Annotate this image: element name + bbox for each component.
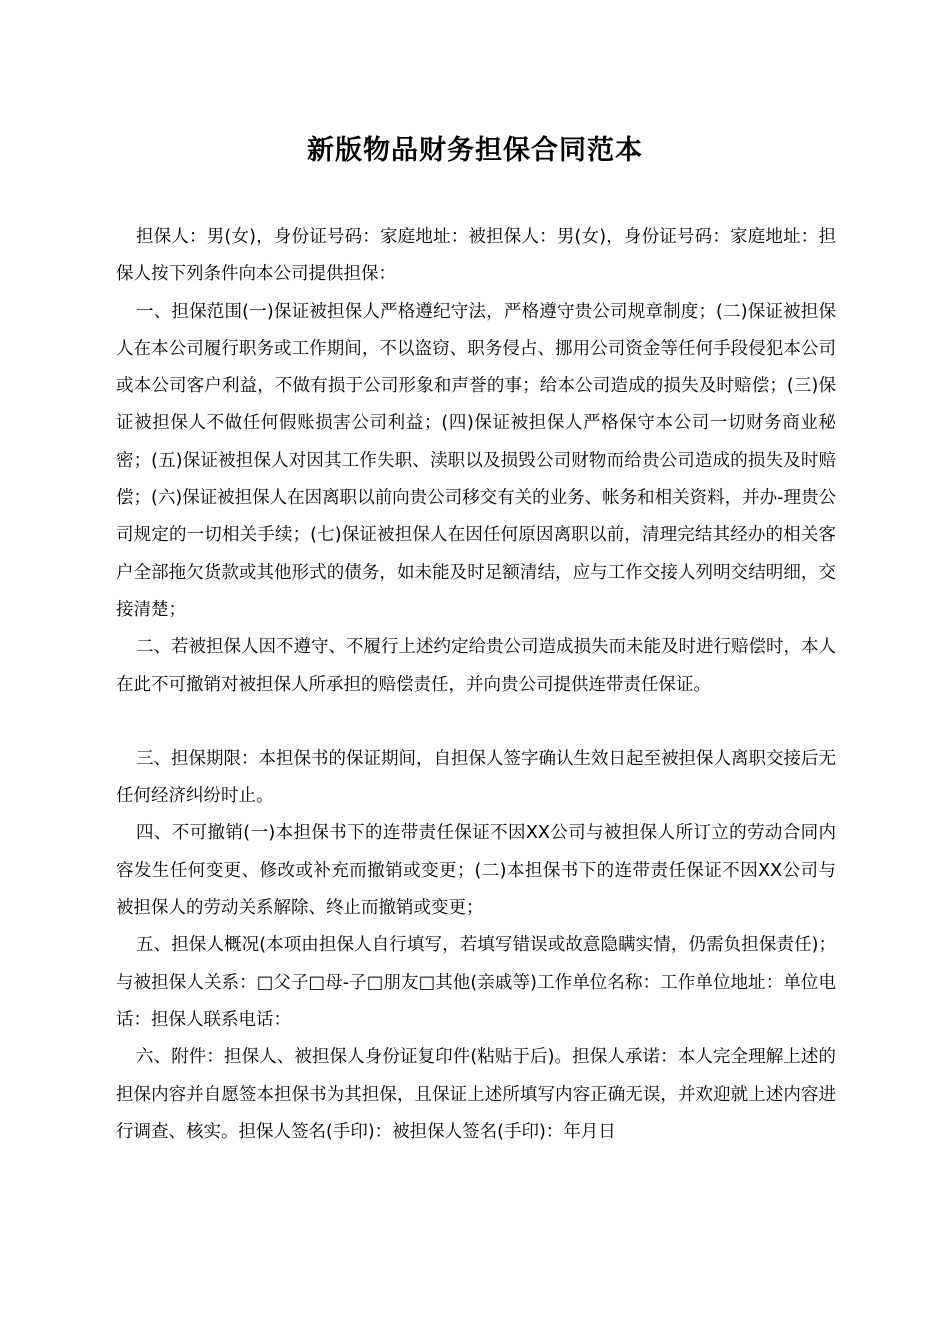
paragraph-attachments: 六、附件：担保人、被担保人身份证复印件(粘贴于后)。担保人承诺：本人完全理解上述的担保内容并自愿签本担保书为其担保，且保证上述所填写内容正确无误，并欢迎就上述内容进行调查、核实。担保人签名(手印)：被担保人签名(手印)：年月日 [116, 1047, 836, 1142]
paragraph-scope: 一、担保范围(一)保证被担保人严格遵纪守法，严格遵守贵公司规章制度；(二)保证被担保人在本公司履行职务或工作期间，不以盗窃、职务侵占、挪用公司资金等任何手段侵犯本公司或本公司客户利益，不做有损于公司形象和声誉的事；给本公司造成的损失及时赔偿；(三)保证被担保人不做任何假账损害公司利益；(四)保证被担保人严格保守本公司一切财务商业秘密；(五)保证被担保人对因其工作失职、渎职以及损毁公司财物而给贵公司造成的损失及时赔偿；(六)保证被担保人在因离职以前向贵公司移交有关的业务、帐务和相关资料，并办-理贵公司规定的一切相关手续；(七)保证被担保人在因任何原因离职以前，清理完结其经办的相关客户全部拖欠货款或其他形式的债务，如未能及时足额清结，应与工作交接人列明交结明细，交接清楚； [116, 301, 836, 620]
paragraph-term: 三、担保期限：本担保书的保证期间，自担保人签字确认生效日起至被担保人离职交接后无任何经济纠纷时止。 [116, 748, 836, 807]
paragraph-parties: 担保人：男(女)，身份证号码：家庭地址：被担保人：男(女)，身份证号码：家庭地址：担保人按下列条件向本公司提供担保： [116, 227, 836, 285]
paragraph-guarantor-info: 五、担保人概况(本项由担保人自行填写，若填写错误或故意隐瞒实情，仍需负担保责任)；与被担保人关系：□父子□母-子□朋友□其他(亲戚等)工作单位名称：工作单位地址：单位电话：担保人联系电话： [116, 935, 836, 1030]
paragraph-liability: 二、若被担保人因不遵守、不履行上述约定给贵公司造成损失而未能及时进行赔偿时，本人在此不可撤销对被担保人所承担的赔偿责任，并向贵公司提供连带责任保证。 [116, 637, 836, 695]
paragraph-irrevocable: 四、不可撤销(一)本担保书下的连带责任保证不因XX公司与被担保人所订立的劳动合同内容发生任何变更、修改或补充而撤销或变更；(二)本担保书下的连带责任保证不因XX公司与被担保人的劳动关系解除、终止而撤销或变更； [116, 823, 836, 919]
document-title: 新版物品财务担保合同范本 [307, 135, 643, 166]
document-body [116, 219, 836, 1151]
